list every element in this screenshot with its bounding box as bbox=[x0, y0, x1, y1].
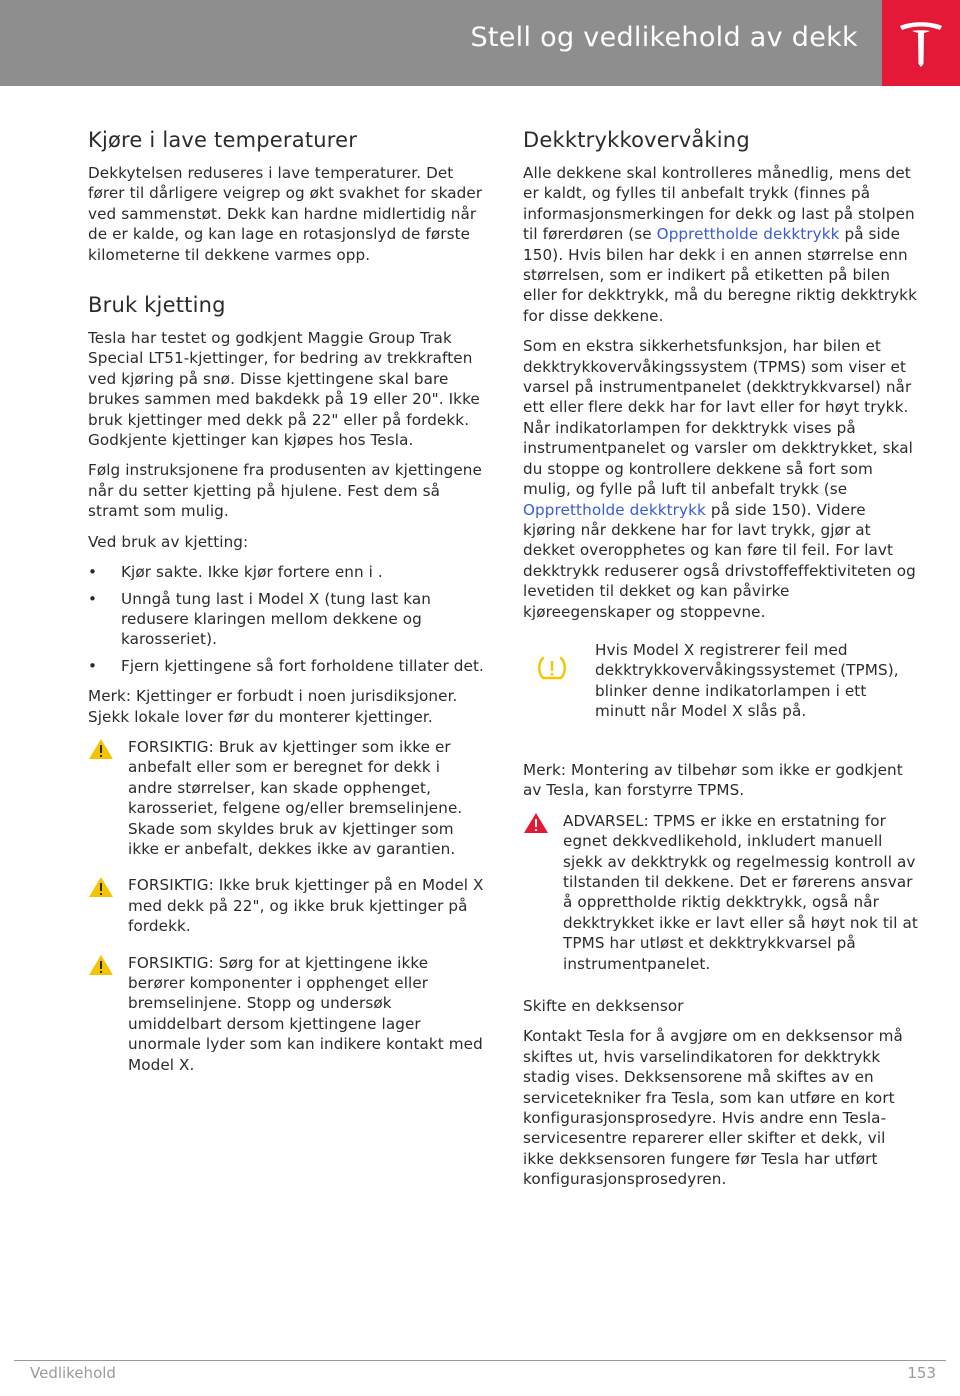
list-item bbox=[88, 562, 484, 582]
heading-tpms: Dekktrykkovervåking bbox=[523, 128, 750, 152]
caution-notice bbox=[88, 953, 484, 1075]
caution-triangle-icon bbox=[88, 738, 114, 760]
chains-paragraph-3: Ved bruk av kjetting: bbox=[88, 532, 249, 551]
chains-paragraph-1: Tesla har testet og godkjent Maggie Group Trak Special LT51-kjettinger, for bedring av trekkraften ved kjøring på snø. Disse kjettingene skal bare brukes sammen med bakdekk på 19 eller 20". Ikke bruk kjettinger med dekk på 22" eller på fordekk. Godkjente kjettinger kan kjøpes hos Tesla. bbox=[88, 329, 480, 450]
warning-notice bbox=[523, 811, 918, 974]
footer-section-name: Vedlikehold bbox=[30, 1364, 116, 1382]
text-fragment: på side 150). Hvis bilen har dekk i en annen størrelse enn størrelsen, som er indikert på etiketten på bilen eller for dekktrykk, må du beregne riktig dekktrykk for disse dekkene. bbox=[523, 225, 917, 325]
bullet-icon: • bbox=[88, 589, 98, 608]
tpms-indicator-text: Hvis Model X registrerer feil med dekktrykkovervåkingssystemet (TPMS), blinker denne indikatorlampen i ett minutt når Model X slås på. bbox=[595, 640, 899, 721]
right-column bbox=[523, 128, 918, 1200]
caution-notice bbox=[88, 875, 484, 936]
list-item-text: Fjern kjettingene så fort forholdene tillater det. bbox=[121, 656, 484, 675]
page-title: Stell og vedlikehold av dekk bbox=[470, 22, 858, 53]
footer-divider bbox=[14, 1360, 946, 1361]
tesla-logo bbox=[882, 0, 960, 86]
page-header bbox=[0, 0, 960, 86]
text-fragment: Alle dekkene skal kontrolleres månedlig, mens det er kaldt, og fylles til anbefalt trykk (finnes på informasjonsmerkingen for dekk og last på stolpen til førerdøren (se bbox=[523, 164, 915, 244]
link-maintain-tire-pressure[interactable]: Opprettholde dekktrykk bbox=[523, 500, 706, 519]
bullet-icon: • bbox=[88, 563, 98, 582]
list-item-text: Unngå tung last i Model X (tung last kan redusere klaringen mellom dekkene og karosseriet). bbox=[121, 589, 432, 649]
tpms-indicator-info bbox=[523, 640, 918, 736]
cold-temperatures-text: Dekkytelsen reduseres i lave temperaturer. Det fører til dårligere veigrep og økt svakhet for skader ved sammenstøt. Dekk kan hardne midlertidig når de er kalde, og kan lage en rotasjonslyd de første kilometerne til dekkene varmes opp. bbox=[88, 164, 483, 264]
list-item bbox=[88, 656, 484, 676]
link-maintain-tire-pressure[interactable]: Opprettholde dekktrykk bbox=[656, 225, 840, 244]
chains-paragraph-2: Følg instruksjonene fra produsenten av kjettingene når du setter kjetting på hjulene. Fest dem så stramt som mulig. bbox=[88, 461, 482, 521]
chains-bullet-list bbox=[88, 562, 484, 676]
list-item bbox=[88, 589, 484, 650]
warning-triangle-icon bbox=[523, 812, 549, 834]
subheading-replace-sensor: Skifte en dekksensor bbox=[523, 997, 684, 1015]
heading-cold-temperatures: Kjøre i lave temperaturer bbox=[88, 128, 358, 152]
tpms-paragraph-1 bbox=[523, 163, 918, 326]
tesla-logo-icon bbox=[896, 18, 946, 68]
bullet-icon: • bbox=[88, 656, 98, 675]
tpms-paragraph-2 bbox=[523, 336, 918, 622]
list-item-text: Kjør sakte. Ikke kjør fortere enn i . bbox=[121, 563, 383, 582]
caution-notice bbox=[88, 737, 484, 859]
warning-text: ADVARSEL: TPMS er ikke en erstatning for egnet dekkvedlikehold, inkludert manuell sjekk av dekktrykk og regelmessig kontroll av tilstanden til dekkene. Det er førerens ansvar å opprettholde riktig dekktrykk, også når dekktrykket ikke er lavt eller så høyt nok til at TPMS har utløst et dekktrykkvarsel på instrumentpanelet. bbox=[563, 811, 918, 973]
caution-triangle-icon bbox=[88, 876, 114, 898]
caution-text: FORSIKTIG: Sørg for at kjettingene ikke berører komponenter i opphenget eller bremselinjene. Stopp og undersøk umiddelbart dersom kjettingene lager unormale lyder som kan indikere kontakt med Model X. bbox=[128, 953, 483, 1074]
caution-triangle-icon bbox=[88, 954, 114, 976]
left-column bbox=[88, 128, 484, 1091]
page-number: 153 bbox=[907, 1364, 936, 1382]
caution-text: FORSIKTIG: Bruk av kjettinger som ikke er anbefalt eller som er beregnet for dekk i andre størrelser, kan skade opphenget, karosseriet, felgene og/eller bremselinjene. Skade som skyldes bruk av kjettinger som ikke er anbefalt, dekkes ikke av garantien. bbox=[128, 737, 463, 858]
caution-text: FORSIKTIG: Ikke bruk kjettinger på en Model X med dekk på 22", og ikke bruk kjettinger på fordekk. bbox=[128, 876, 484, 936]
heading-snow-chains: Bruk kjetting bbox=[88, 293, 226, 318]
tpms-note: Merk: Montering av tilbehør som ikke er godkjent av Tesla, kan forstyrre TPMS. bbox=[523, 760, 903, 800]
chains-note: Merk: Kjettinger er forbudt i noen jurisdiksjoner. Sjekk lokale lover før du monterer kjettinger. bbox=[88, 687, 458, 726]
replace-sensor-text: Kontakt Tesla for å avgjøre om en dekksensor må skiftes ut, hvis varselindikatoren for dekktrykk stadig vises. Dekksensorene må skiftes av en servicetekniker fra Tesla, som kan utføre en kort konfigurasjonsprosedyre. Hvis andre enn Tesla-servicesentre reparerer eller skifter et dekk, vil ikke dekksensoren fungere før Tesla har utført konfigurasjonsprosedyren. bbox=[523, 1027, 903, 1189]
text-fragment: på side 150). Videre kjøring når dekkene har for lavt trykk, gjør at dekket overopphetes og kan føre til feil. For lavt dekktrykk reduserer også drivstoffeffektiviteten og levetiden til dekket og kan påvirke kjøreegenskaper og stoppevne. bbox=[523, 500, 916, 621]
text-fragment: Som en ekstra sikkerhetsfunksjon, har bilen et dekktrykkovervåkingssystem (TPMS) som viser et varsel på instrumentpanelet (dekktrykkvarsel) når ett eller flere dekk har for lavt eller for høyt trykk. Når indikatorlampen for dekktrykk vises på instrumentpanelet og varsler om dekktrykket, skal du stoppe og kontrollere dekkene så fort som mulig, og fylle på luft til anbefalt trykk (se bbox=[523, 337, 913, 499]
tpms-warning-icon bbox=[537, 654, 567, 682]
